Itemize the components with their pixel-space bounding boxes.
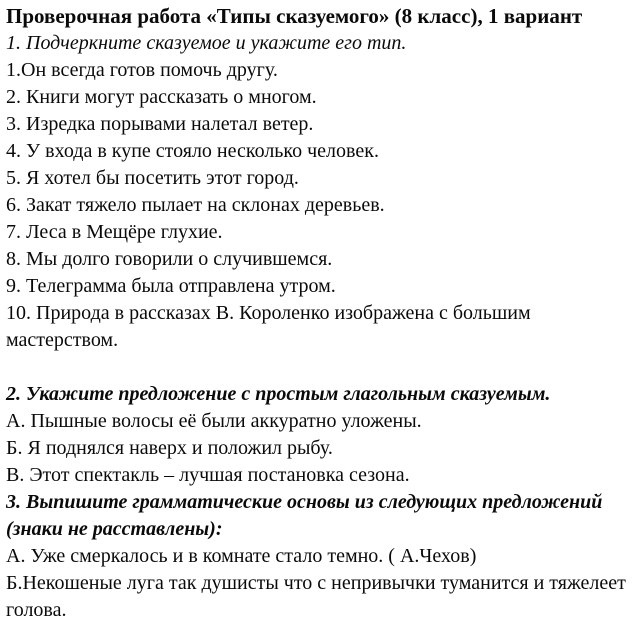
task-2-heading: 2. Укажите предложение с простым глагольным сказуемым. <box>6 383 551 405</box>
task-2-option-b: Б. Я поднялся наверх и положил рыбу. <box>6 437 333 459</box>
task-1-sentence-5: 5. Я хотел бы посетить этот город. <box>6 167 299 189</box>
task-1-sentence-4: 4. У входа в купе стояло несколько человек. <box>6 140 379 162</box>
task-3-heading: 3. Выпишите грамматические основы из следующих предложений (знаки не расставлены): <box>6 491 603 540</box>
task-1-sentence-9: 9. Телеграмма была отправлена утром. <box>6 275 336 297</box>
task-1-sentence-7: 7. Леса в Мещёре глухие. <box>6 221 223 243</box>
task-1-sentence-10: 10. Природа в рассказах В. Короленко изображена с большим мастерством. <box>6 302 531 351</box>
page-title: Проверочная работа «Типы сказуемого» (8 класс), 1 вариант <box>6 4 583 28</box>
task-1-sentence-6: 6. Закат тяжело пылает на склонах деревьев. <box>6 194 385 216</box>
task-2-option-v: В. Этот спектакль – лучшая постановка сезона. <box>6 464 410 486</box>
task-1-heading: 1. Подчеркните сказуемое и укажите его тип. <box>6 32 407 54</box>
task-1-sentence-2: 2. Книги могут рассказать о многом. <box>6 86 317 108</box>
blank-line <box>6 354 632 381</box>
task-1-sentence-1: 1.Он всегда готов помочь другу. <box>6 59 278 81</box>
task-3-option-a: А. Уже смеркалось и в комнате стало темно. ( А.Чехов) <box>6 545 477 567</box>
task-1-sentence-8: 8. Мы долго говорили о случившемся. <box>6 248 333 270</box>
task-1-sentence-3: 3. Изредка порывами налетал ветер. <box>6 113 314 135</box>
task-3-option-b: Б.Некошеные луга так душисты что с непривычки туманится и тяжелеет голова. <box>6 572 626 621</box>
task-2-option-a: А. Пышные волосы её были аккуратно уложены. <box>6 410 422 432</box>
